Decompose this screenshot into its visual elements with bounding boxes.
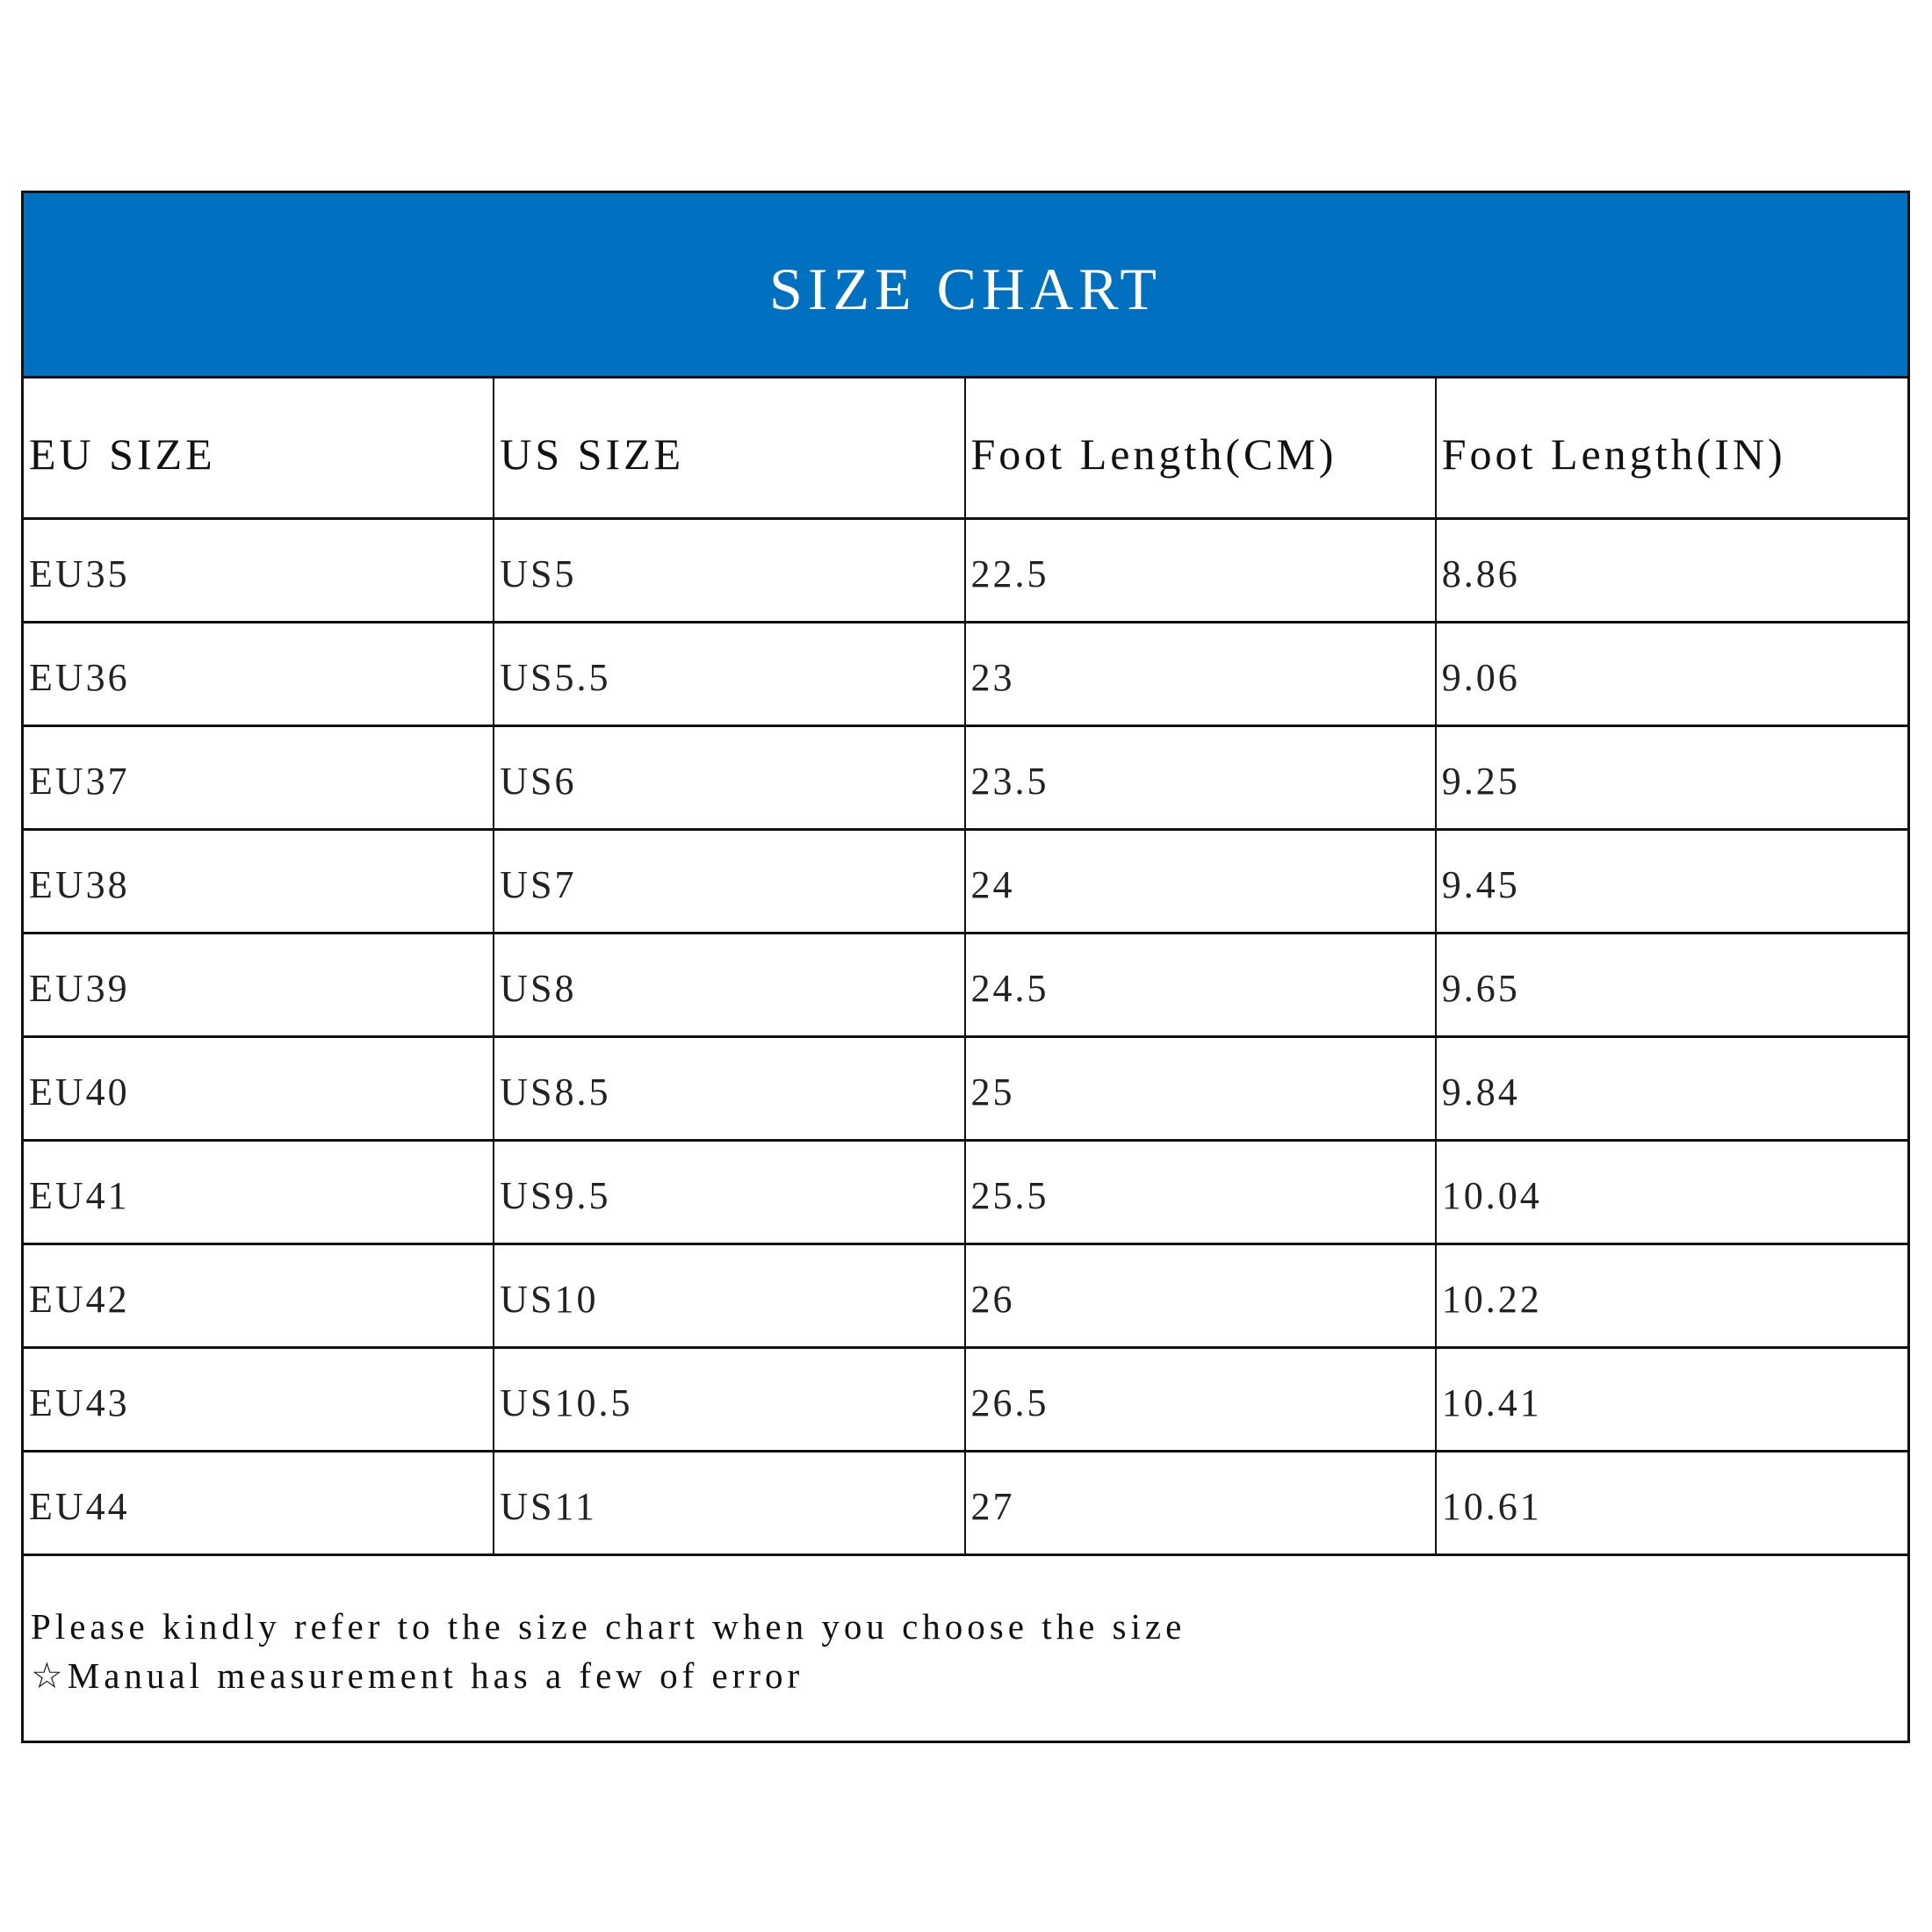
cell-eu-size: EU44 bbox=[24, 1453, 494, 1554]
cell-us-size: US5 bbox=[494, 520, 965, 621]
cell-eu-size: EU35 bbox=[24, 520, 494, 621]
cell-foot-length-cm: 26.5 bbox=[966, 1349, 1437, 1450]
cell-foot-length-in: 9.65 bbox=[1441, 967, 1520, 1010]
header-foot-length-in: Foot Length(IN) bbox=[1441, 429, 1786, 479]
header-us-size: US SIZE bbox=[494, 378, 965, 517]
cell-eu-size: EU42 bbox=[24, 1245, 494, 1346]
cell-eu-size: EU43 bbox=[24, 1349, 494, 1450]
chart-title: SIZE CHART bbox=[24, 193, 1907, 378]
cell-us-size: US8.5 bbox=[494, 1038, 965, 1139]
cell-foot-length-in: 9.06 bbox=[1441, 656, 1520, 699]
table-row bbox=[24, 520, 1907, 624]
cell-foot-length-cm: 25 bbox=[966, 1038, 1437, 1139]
table-row bbox=[24, 934, 1907, 1038]
cell-foot-length-cm: 24.5 bbox=[966, 934, 1437, 1035]
cell-eu-size: EU38 bbox=[24, 831, 494, 932]
cell-us-size: US5.5 bbox=[494, 624, 965, 724]
cell-eu-size: EU37 bbox=[24, 727, 494, 828]
footer-notes bbox=[24, 1556, 1907, 1741]
cell-foot-length-in: 9.25 bbox=[1441, 760, 1520, 803]
size-chart-table bbox=[21, 191, 1910, 1743]
cell-foot-length-cm: 27 bbox=[966, 1453, 1437, 1554]
cell-us-size: US6 bbox=[494, 727, 965, 828]
cell-foot-length-cm: 22.5 bbox=[966, 520, 1437, 621]
cell-foot-length-in: 10.04 bbox=[1441, 1174, 1542, 1217]
table-row bbox=[24, 624, 1907, 727]
note-measurement: ☆Manual measurement has a few of error bbox=[31, 1655, 804, 1696]
cell-foot-length-cm: 24 bbox=[966, 831, 1437, 932]
cell-foot-length-in: 8.86 bbox=[1441, 552, 1520, 595]
cell-us-size: US10.5 bbox=[494, 1349, 965, 1450]
cell-foot-length-in: 10.22 bbox=[1441, 1278, 1542, 1321]
table-row bbox=[24, 1453, 1907, 1556]
cell-eu-size: EU39 bbox=[24, 934, 494, 1035]
cell-foot-length-cm: 25.5 bbox=[966, 1142, 1437, 1243]
table-row bbox=[24, 1245, 1907, 1349]
cell-foot-length-in: 9.84 bbox=[1441, 1071, 1520, 1114]
cell-eu-size: EU40 bbox=[24, 1038, 494, 1139]
cell-us-size: US10 bbox=[494, 1245, 965, 1346]
cell-us-size: US8 bbox=[494, 934, 965, 1035]
cell-us-size: US11 bbox=[494, 1453, 965, 1554]
table-row bbox=[24, 1142, 1907, 1245]
header-eu-size: EU SIZE bbox=[24, 378, 494, 517]
table-row bbox=[24, 1038, 1907, 1142]
cell-foot-length-in: 10.61 bbox=[1441, 1485, 1542, 1528]
cell-foot-length-in: 9.45 bbox=[1441, 863, 1520, 906]
cell-us-size: US7 bbox=[494, 831, 965, 932]
header-row bbox=[24, 378, 1907, 520]
table-row bbox=[24, 1349, 1907, 1453]
cell-eu-size: EU36 bbox=[24, 624, 494, 724]
table-row bbox=[24, 831, 1907, 934]
cell-foot-length-cm: 26 bbox=[966, 1245, 1437, 1346]
cell-us-size: US9.5 bbox=[494, 1142, 965, 1243]
cell-eu-size: EU41 bbox=[24, 1142, 494, 1243]
cell-foot-length-cm: 23 bbox=[966, 624, 1437, 724]
table-row bbox=[24, 727, 1907, 831]
note-refer: Please kindly refer to the size chart when you choose the size bbox=[31, 1606, 1186, 1647]
cell-foot-length-cm: 23.5 bbox=[966, 727, 1437, 828]
cell-foot-length-in: 10.41 bbox=[1441, 1381, 1542, 1424]
header-foot-length-cm: Foot Length(CM) bbox=[966, 378, 1437, 517]
